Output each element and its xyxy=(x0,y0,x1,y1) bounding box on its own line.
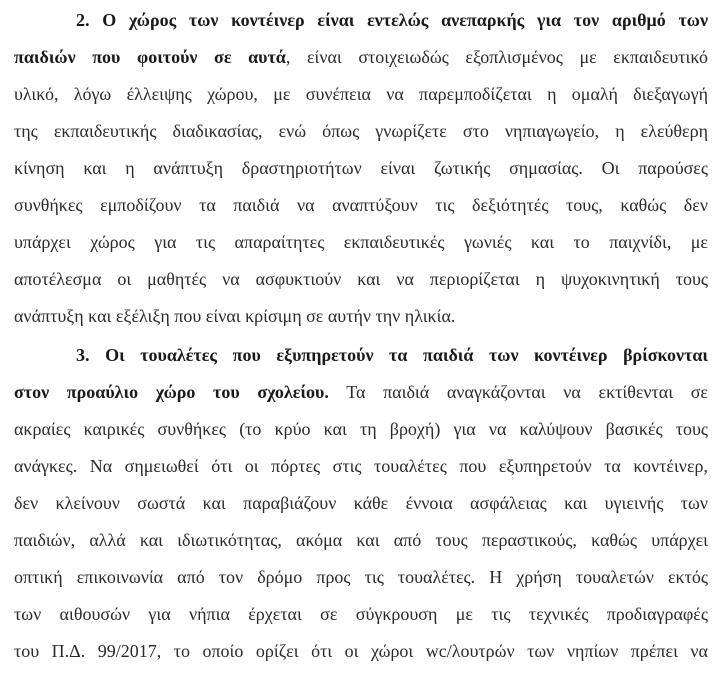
heading-item-3: 3. Οι τουαλέτες που εξυπηρετούν τα παιδιά των κοντέινερ βρίσκονται xyxy=(76,345,708,365)
text-line-6: συνθήκες εμποδίζουν τα παιδιά να αναπτύξουν τις δεξιότητές τους, καθώς δεν xyxy=(14,195,708,215)
text-line-14: δεν κλείνουν σωστά και παραβιάζουν κάθε έννοια ασφάλειας και υγιεινής των xyxy=(14,493,708,513)
text-line-4: της εκπαιδευτικής διαδικασίας, ενώ όπως γνωρίζετε στο νηπιαγωγείο, η ελεύθερη xyxy=(14,121,708,141)
text-line-12: ακραίες καιρικές συνθήκες (το κρύο και τη βροχή) για να καλύψουν βασικές τους xyxy=(14,419,708,439)
text-line-1 xyxy=(76,5,708,35)
text-line-18: του Π.Δ. 99/2017, το οποίο ορίζει ότι οι χώροι wc/λουτρών των νηπίων πρέπει να xyxy=(14,641,708,661)
text-line-3: υλικό, λόγω έλλειψης χώρου, με συνέπεια να παρεμποδίζεται η ομαλή διεξαγωγή xyxy=(14,84,708,104)
text-line-17: των αιθουσών για νήπια έρχεται σε σύγκρουση με τις τεχνικές προδιαγραφές xyxy=(14,604,708,624)
text-line-13: ανάγκες. Να σημειωθεί ότι οι πόρτες στις τουαλέτες που εξυπηρετούν τα κοντέινερ, xyxy=(14,456,708,476)
text-line-9: ανάπτυξη και εξέλιξη που είναι κρίσιμη σε αυτήν την ηλικία. xyxy=(14,306,456,326)
heading-item-2: 2. Ο χώρος των κοντέινερ είναι εντελώς ανεπαρκής για τον αριθμό των xyxy=(76,10,708,30)
text-line-16: οπτική επικοινωνία από τον δρόμο προς τις τουαλέτες. Η χρήση τουαλετών εκτός xyxy=(14,567,708,587)
text-line-15: παιδιών, αλλά και ιδιωτικότητας, ακόμα και από τους περαστικούς, καθώς υπάρχει xyxy=(14,530,708,550)
text-line-2: παιδιών που φοιτούν σε αυτά, είναι στοιχειωδώς εξοπλισμένος με εκπαιδευτικό xyxy=(14,47,708,67)
text-line-10 xyxy=(76,340,708,370)
text-line-5: κίνηση και η ανάπτυξη δραστηριοτήτων είναι ζωτικής σημασίας. Οι παρούσες xyxy=(14,158,708,178)
text-line-8: αποτέλεσμα οι μαθητές να ασφυκτιούν και να περιορίζεται η ψυχοκινητική τους xyxy=(14,269,708,289)
text-line-11: στον προαύλιο χώρο του σχολείου. Τα παιδιά αναγκάζονται να εκτίθενται σε xyxy=(14,382,708,402)
text-line-7: υπάρχει χώρος για τις απαραίτητες εκπαιδευτικές γωνιές και το παιχνίδι, με xyxy=(14,232,708,252)
